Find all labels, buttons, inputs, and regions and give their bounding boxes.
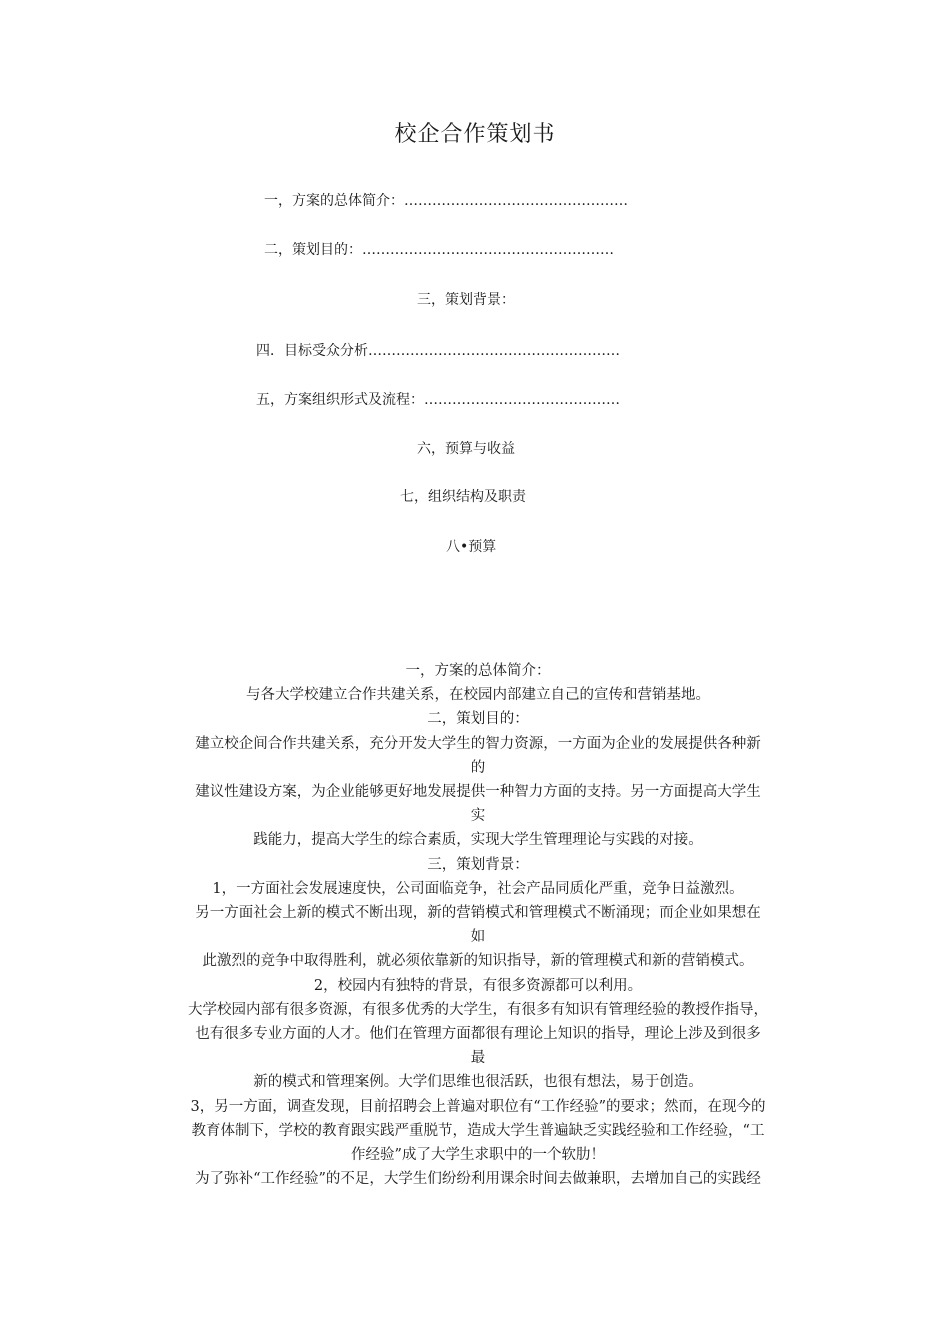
toc-label: 五，方案组织形式及流程： (256, 392, 424, 408)
section-heading: 二，策划目的： (427, 711, 529, 728)
body-line: 另一方面社会上新的模式不断出现，新的营销模式和管理模式不断涌现；而企业如果想在 (195, 905, 761, 922)
body-line: 最 (470, 1050, 486, 1067)
toc-label: 七，组织结构及职责 (400, 489, 526, 505)
body-line: 3，另一方面，调查发现，目前招聘会上普遍对职位有“工作经验”的要求；然而，在现今的 (190, 1098, 766, 1115)
toc-label: 二，策划目的： (264, 242, 362, 258)
body-line: 践能力，提高大学生的综合素质，实现大学生管理理论与实践的对接。 (253, 832, 703, 849)
toc-leader: ……………………………………………… (368, 343, 620, 359)
toc-leader: ………………………………………… (404, 193, 628, 209)
toc-item-2 (264, 239, 614, 259)
toc-leader: …………………………………… (424, 392, 620, 408)
body-line: 建议性建设方案，为企业能够更好地发展提供一种智力方面的支持。另一方面提高大学生 (195, 784, 761, 801)
toc-item-5 (256, 389, 620, 409)
toc-label: 四．目标受众分析 (256, 343, 368, 359)
body-line: 为了弥补“工作经验”的不足，大学生们纷纷利用课余时间去做兼职，去增加自己的实践经 (195, 1171, 761, 1188)
toc-item-6 (417, 438, 515, 458)
toc-label: 三，策划背景： (417, 292, 515, 308)
body-line: 大学校园内部有很多资源，有很多优秀的大学生，有很多有知识有管理经验的教授作指导， (188, 1001, 768, 1018)
toc-item-8 (446, 536, 496, 556)
body-line: 作经验”成了大学生求职中的一个软肋！ (351, 1147, 605, 1164)
toc-item-7 (400, 486, 526, 506)
body-line: 1，一方面社会发展速度快，公司面临竞争，社会产品同质化严重，竞争日益激烈。 (212, 880, 744, 897)
body-line: 建立校企间合作共建关系，充分开发大学生的智力资源，一方面为企业的发展提供各种新 (195, 735, 761, 752)
body-line: 教育体制下，学校的教育跟实践严重脱节，造成大学生普遍缺乏实践经验和工作经验，“工 (191, 1122, 765, 1139)
toc-item-3 (417, 289, 515, 309)
toc-item-1 (264, 190, 628, 210)
document-title: 校企合作策划书 (394, 122, 556, 147)
body-line: 与各大学校建立合作共建关系，在校园内部建立自己的宣传和营销基地。 (246, 687, 710, 704)
body-line: 新的模式和管理案例。大学们思维也很活跃，也很有想法，易于创造。 (253, 1074, 703, 1091)
toc-label: 一，方案的总体简介： (264, 193, 404, 209)
body-line: 2，校园内有独特的背景，有很多资源都可以利用。 (313, 977, 643, 994)
body-line: 实 (470, 808, 486, 825)
toc-label: 六，预算与收益 (417, 441, 515, 457)
toc-label: 八•预算 (446, 539, 497, 555)
toc-leader: ……………………………………………… (362, 242, 614, 258)
section-heading: 三，策划背景： (427, 856, 529, 873)
section-heading: 一，方案的总体简介： (405, 663, 551, 679)
toc-item-4 (256, 340, 620, 360)
document-body (128, 659, 828, 1191)
body-line: 也有很多专业方面的人才。他们在管理方面都很有理论上知识的指导，理论上涉及到很多 (195, 1026, 761, 1043)
body-line: 的 (470, 759, 486, 776)
body-line: 此激烈的竞争中取得胜利，就必须依靠新的知识指导，新的管理模式和新的营销模式。 (202, 953, 754, 970)
body-line: 如 (470, 929, 486, 946)
